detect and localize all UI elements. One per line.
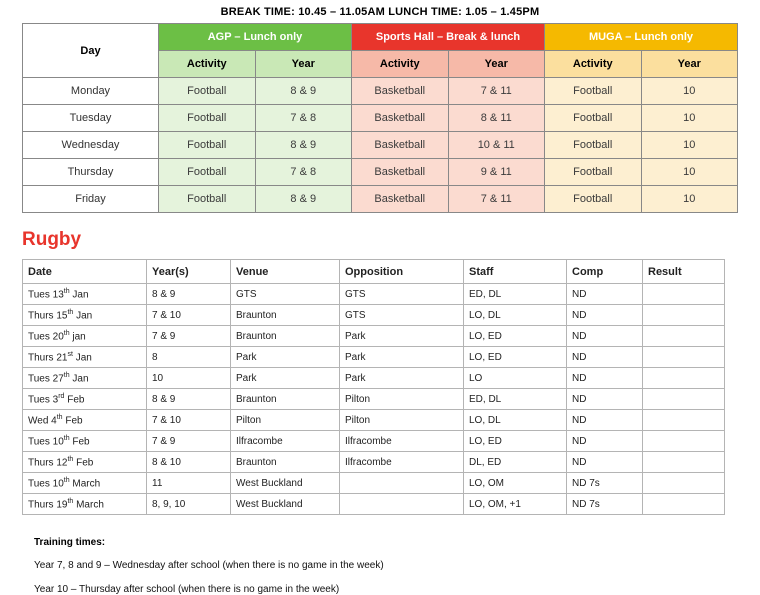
fixture-date-num: Tues 13 [28, 289, 64, 301]
fixture-date-sup: rd [58, 392, 65, 400]
fixture-result [643, 368, 725, 389]
fixture-date-num: Wed 4 [28, 415, 57, 427]
fixture-date-tail: March [73, 499, 104, 511]
fixture-date-sup: th [56, 413, 63, 421]
timetable-subheader-sports-activity: Activity [352, 51, 449, 78]
fixture-date-sup: th [63, 329, 70, 337]
fixture-result [643, 410, 725, 431]
fixture-opposition: GTS [340, 305, 464, 326]
cell-wednesday-sports-year: 10 & 11 [448, 132, 545, 159]
timetable-subheader-muga-activity: Activity [545, 51, 642, 78]
cell-tuesday-agp-year: 7 & 8 [255, 105, 352, 132]
fixture-date-num: Thurs 21 [28, 352, 68, 364]
cell-monday-agp-year: 8 & 9 [255, 78, 352, 105]
fixture-result [643, 389, 725, 410]
fixture-opposition: Park [340, 347, 464, 368]
timetable-venue-header-row [23, 24, 738, 51]
fixture-date [23, 473, 147, 494]
cell-monday-muga-activity: Football [545, 78, 642, 105]
fixture-date-sup: th [67, 497, 74, 505]
fixture-comp: ND [567, 326, 643, 347]
fixture-date-tail: jan [69, 331, 86, 343]
fixture-staff: ED, DL [464, 284, 567, 305]
fixture-comp: ND [567, 389, 643, 410]
timetable-venue-sports-hall: Sports Hall – Break & lunch [352, 24, 545, 51]
cell-thursday-muga-activity: Football [545, 159, 642, 186]
cell-friday-sports-year: 7 & 11 [448, 186, 545, 213]
fixture-years: 8 & 9 [147, 389, 231, 410]
fixture-date-num: Thurs 19 [28, 499, 68, 511]
fixture-date-num: Thurs 12 [28, 457, 68, 469]
fixture-date-tail: Jan [72, 352, 92, 364]
fixture-date-num: Tues 20 [28, 331, 64, 343]
cell-thursday-sports-activity: Basketball [352, 159, 449, 186]
timetable-subheader-sports-year: Year [448, 51, 545, 78]
fixtures-container [0, 259, 760, 515]
fixture-result [643, 452, 725, 473]
fixture-staff: LO, DL [464, 410, 567, 431]
timetable-day-friday: Friday [23, 186, 159, 213]
fixtures-col-years: Year(s) [147, 260, 231, 284]
fixture-years: 7 & 10 [147, 410, 231, 431]
activities-timetable [22, 23, 738, 213]
fixture-opposition: GTS [340, 284, 464, 305]
training-line-year789: Year 7, 8 and 9 – Wednesday after school (when there is no game in the week) [34, 560, 384, 571]
training-times-section [0, 515, 760, 595]
fixture-opposition: Ilfracombe [340, 431, 464, 452]
table-row [23, 159, 738, 186]
fixture-staff: LO, ED [464, 347, 567, 368]
fixture-date-tail: Feb [62, 415, 83, 427]
fixture-date-tail: Jan [69, 289, 89, 301]
cell-tuesday-muga-activity: Football [545, 105, 642, 132]
fixture-result [643, 494, 725, 515]
cell-monday-agp-activity: Football [159, 78, 256, 105]
cell-tuesday-muga-year: 10 [641, 105, 738, 132]
cell-wednesday-muga-year: 10 [641, 132, 738, 159]
training-line-year10: Year 10 – Thursday after school (when there is no game in the week) [34, 584, 340, 595]
timetable-day-monday: Monday [23, 78, 159, 105]
fixture-date [23, 494, 147, 515]
fixture-staff: LO, OM, +1 [464, 494, 567, 515]
fixture-date-sup: th [63, 476, 70, 484]
fixture-date-tail: Jan [73, 310, 93, 322]
cell-wednesday-sports-activity: Basketball [352, 132, 449, 159]
table-row [23, 78, 738, 105]
fixture-venue: Braunton [231, 389, 340, 410]
table-row [23, 431, 725, 452]
timetable-subheader-agp-year: Year [255, 51, 352, 78]
fixture-date-tail: March [69, 478, 101, 490]
cell-monday-muga-year: 10 [641, 78, 738, 105]
cell-monday-sports-activity: Basketball [352, 78, 449, 105]
fixture-years: 8 & 10 [147, 452, 231, 473]
table-row [23, 305, 725, 326]
table-row [23, 494, 725, 515]
fixture-result [643, 284, 725, 305]
cell-wednesday-muga-activity: Football [545, 132, 642, 159]
fixture-venue: GTS [231, 284, 340, 305]
fixture-opposition: Park [340, 368, 464, 389]
fixture-comp: ND 7s [567, 494, 643, 515]
page-title: Rugby [22, 229, 82, 250]
table-row [23, 473, 725, 494]
break-lunch-times-header: BREAK TIME: 10.45 – 11.05AM LUNCH TIME: 1.05 – 1.45PM [220, 6, 540, 18]
fixtures-col-comp: Comp [567, 260, 643, 284]
cell-friday-agp-activity: Football [159, 186, 256, 213]
table-row [23, 410, 725, 431]
fixture-opposition: Park [340, 326, 464, 347]
table-row [23, 368, 725, 389]
fixture-venue: Braunton [231, 305, 340, 326]
fixture-comp: ND [567, 305, 643, 326]
fixture-years: 10 [147, 368, 231, 389]
fixture-staff: LO, ED [464, 326, 567, 347]
table-row [23, 452, 725, 473]
fixture-date [23, 389, 147, 410]
table-row [23, 326, 725, 347]
cell-thursday-sports-year: 9 & 11 [448, 159, 545, 186]
fixtures-col-staff: Staff [464, 260, 567, 284]
table-row [23, 389, 725, 410]
fixture-venue: Park [231, 347, 340, 368]
fixture-date-tail: Feb [69, 436, 90, 448]
fixture-staff: DL, ED [464, 452, 567, 473]
table-row [23, 105, 738, 132]
timetable-venue-agp: AGP – Lunch only [159, 24, 352, 51]
fixture-venue: Braunton [231, 452, 340, 473]
fixture-years: 8, 9, 10 [147, 494, 231, 515]
table-row [23, 186, 738, 213]
cell-wednesday-agp-activity: Football [159, 132, 256, 159]
fixture-date [23, 284, 147, 305]
cell-thursday-agp-activity: Football [159, 159, 256, 186]
table-row [23, 132, 738, 159]
timetable-subheader-muga-year: Year [641, 51, 738, 78]
fixture-date-num: Tues 27 [28, 373, 64, 385]
fixture-comp: ND [567, 431, 643, 452]
fixture-venue: West Buckland [231, 473, 340, 494]
cell-tuesday-agp-activity: Football [159, 105, 256, 132]
fixtures-col-date: Date [23, 260, 147, 284]
fixture-years: 8 [147, 347, 231, 368]
fixture-venue: West Buckland [231, 494, 340, 515]
fixture-date-tail: Jan [69, 373, 89, 385]
cell-thursday-muga-year: 10 [641, 159, 738, 186]
fixture-date [23, 368, 147, 389]
fixture-venue: Braunton [231, 326, 340, 347]
fixture-comp: ND [567, 347, 643, 368]
timetable-venue-muga: MUGA – Lunch only [545, 24, 738, 51]
cell-thursday-agp-year: 7 & 8 [255, 159, 352, 186]
cell-tuesday-sports-activity: Basketball [352, 105, 449, 132]
fixture-date [23, 305, 147, 326]
fixture-staff: LO, ED [464, 431, 567, 452]
fixture-date-num: Tues 3 [28, 394, 59, 406]
fixture-date-sup: th [63, 287, 70, 295]
fixture-result [643, 305, 725, 326]
table-row [23, 284, 725, 305]
fixture-years: 7 & 9 [147, 326, 231, 347]
cell-friday-agp-year: 8 & 9 [255, 186, 352, 213]
fixture-staff: ED, DL [464, 389, 567, 410]
fixture-date [23, 410, 147, 431]
fixture-date [23, 452, 147, 473]
cell-monday-sports-year: 7 & 11 [448, 78, 545, 105]
fixture-date-num: Tues 10 [28, 436, 64, 448]
fixture-date-sup: st [67, 350, 73, 358]
fixture-opposition: Ilfracombe [340, 452, 464, 473]
fixture-result [643, 431, 725, 452]
fixture-date-sup: th [67, 308, 74, 316]
fixture-date-tail: Feb [64, 394, 85, 406]
fixture-date-num: Thurs 15 [28, 310, 68, 322]
fixture-date-tail: Feb [73, 457, 94, 469]
fixture-opposition: Pilton [340, 389, 464, 410]
fixture-date [23, 326, 147, 347]
cell-tuesday-sports-year: 8 & 11 [448, 105, 545, 132]
fixtures-col-venue: Venue [231, 260, 340, 284]
fixture-venue: Park [231, 368, 340, 389]
fixture-staff: LO, OM [464, 473, 567, 494]
fixture-venue: Ilfracombe [231, 431, 340, 452]
fixture-opposition: Pilton [340, 410, 464, 431]
table-row [23, 347, 725, 368]
fixture-staff: LO, DL [464, 305, 567, 326]
rugby-fixtures-table [22, 259, 725, 515]
timetable-day-wednesday: Wednesday [23, 132, 159, 159]
timetable-day-tuesday: Tuesday [23, 105, 159, 132]
fixture-comp: ND [567, 368, 643, 389]
cell-friday-muga-activity: Football [545, 186, 642, 213]
fixtures-header-row [23, 260, 725, 284]
cell-friday-sports-activity: Basketball [352, 186, 449, 213]
fixture-venue: Pilton [231, 410, 340, 431]
cell-friday-muga-year: 10 [641, 186, 738, 213]
fixture-comp: ND [567, 410, 643, 431]
fixture-years: 7 & 10 [147, 305, 231, 326]
fixture-opposition [340, 494, 464, 515]
cell-wednesday-agp-year: 8 & 9 [255, 132, 352, 159]
fixture-date [23, 431, 147, 452]
timetable-container [0, 23, 760, 213]
fixture-opposition [340, 473, 464, 494]
fixture-result [643, 347, 725, 368]
fixture-date-sup: th [63, 434, 70, 442]
fixture-years: 11 [147, 473, 231, 494]
timetable-subheader-agp-activity: Activity [159, 51, 256, 78]
fixture-result [643, 326, 725, 347]
timetable-day-header: Day [23, 24, 159, 78]
fixture-years: 7 & 9 [147, 431, 231, 452]
fixture-comp: ND [567, 284, 643, 305]
fixture-result [643, 473, 725, 494]
training-times-title: Training times: [34, 537, 106, 548]
fixtures-col-result: Result [643, 260, 725, 284]
fixture-comp: ND 7s [567, 473, 643, 494]
fixture-date-sup: th [67, 455, 74, 463]
fixture-staff: LO [464, 368, 567, 389]
fixture-date-num: Tues 10 [28, 478, 64, 490]
timetable-day-thursday: Thursday [23, 159, 159, 186]
fixture-date-sup: th [63, 371, 70, 379]
fixture-date [23, 347, 147, 368]
fixture-comp: ND [567, 452, 643, 473]
fixtures-col-opposition: Opposition [340, 260, 464, 284]
fixture-years: 8 & 9 [147, 284, 231, 305]
